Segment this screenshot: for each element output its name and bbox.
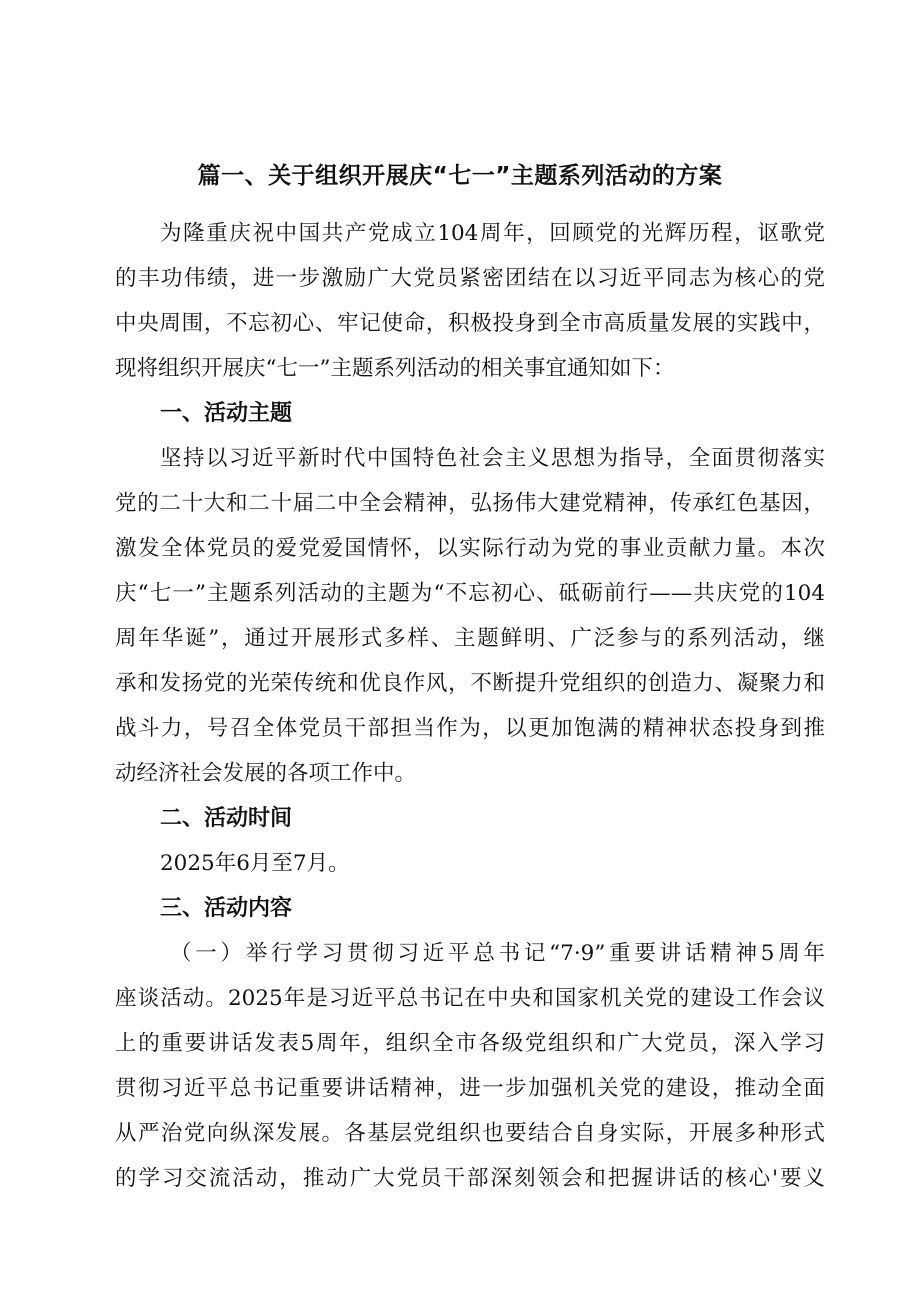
paragraph-line: 承和发扬党的光荣传统和优良作风，不断提升党组织的创造力、凝聚力和 bbox=[115, 671, 825, 696]
intro-line: 中央周围，不忘初心、牢记使命，积极投身到全市高质量发展的实践中， bbox=[115, 311, 825, 336]
paragraph-line: 战斗力，号召全体党员干部担当作为，以更加饱满的精神状态投身到推 bbox=[115, 716, 825, 741]
paragraph-line: 上的重要讲话发表5周年，组织全市各级党组织和广大党员，深入学习 bbox=[115, 1031, 825, 1056]
paragraph-line: 2025年6月至7月。 bbox=[160, 851, 350, 876]
paragraph-line: 贯彻习近平总书记重要讲话精神，进一步加强机关党的建设，推动全面 bbox=[115, 1076, 825, 1101]
paragraph-line: 动经济社会发展的各项工作中。 bbox=[115, 761, 417, 786]
paragraph-line: 座谈活动。2025年是习近平总书记在中央和国家机关党的建设工作会议 bbox=[115, 986, 825, 1011]
section-heading-time: 二、活动时间 bbox=[160, 806, 293, 831]
paragraph-line: 从严治党向纵深发展。各基层党组织也要结合自身实际，开展多种形式 bbox=[115, 1121, 825, 1146]
section-heading-theme: 一、活动主题 bbox=[160, 401, 293, 426]
paragraph-line: 党的二十大和二十届二中全会精神，弘扬伟大建党精神，传承红色基因， bbox=[115, 491, 825, 516]
document-title: 篇一、关于组织开展庆“七一”主题系列活动的方案 bbox=[197, 163, 723, 189]
paragraph-line: 周年华诞”，通过开展形式多样、主题鲜明、广泛参与的系列活动，继 bbox=[115, 626, 825, 651]
paragraph-line: （一）举行学习贯彻习近平总书记“7·9”重要讲话精神5周年 bbox=[170, 941, 825, 966]
paragraph-line: 坚持以习近平新时代中国特色社会主义思想为指导，全面贯彻落实 bbox=[160, 446, 825, 471]
paragraph-line: 的学习交流活动，推动广大党员干部深刻领会和把握讲话的核心'要义 bbox=[115, 1166, 825, 1191]
intro-line: 的丰功伟绩，进一步激励广大党员紧密团结在以习近平同志为核心的党 bbox=[115, 266, 825, 291]
intro-line: 为隆重庆祝中国共产党成立104周年，回顾党的光辉历程，讴歌党 bbox=[160, 221, 825, 246]
intro-line: 现将组织开展庆“七一”主题系列活动的相关事宜通知如下： bbox=[115, 356, 675, 381]
paragraph-line: 庆“七一”主题系列活动的主题为“不忘初心、砥砺前行——共庆党的104 bbox=[115, 581, 825, 606]
paragraph-line: 激发全体党员的爱党爱国情怀，以实际行动为党的事业贡献力量。本次 bbox=[115, 536, 825, 561]
section-heading-content: 三、活动内容 bbox=[160, 896, 293, 921]
